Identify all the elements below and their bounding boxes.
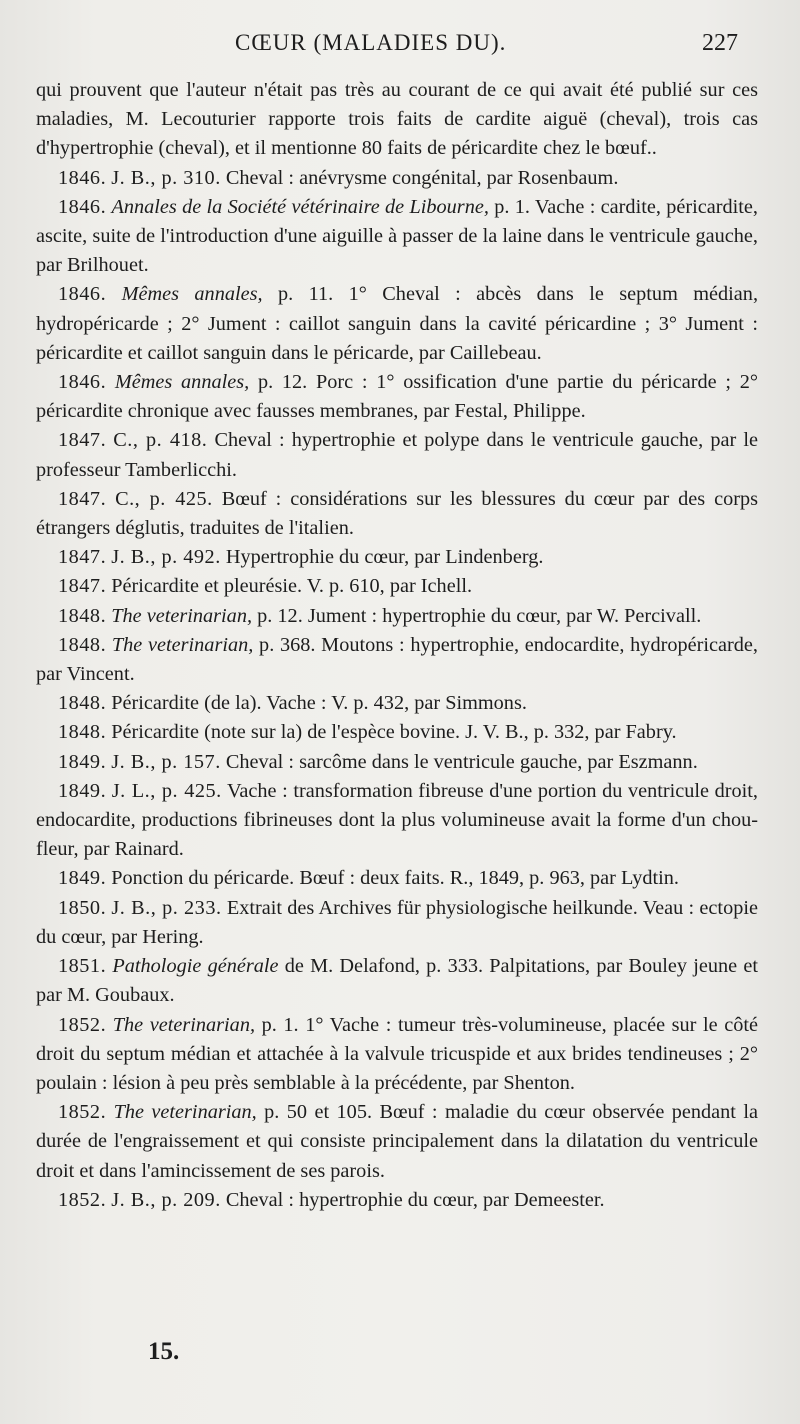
- entry-year: 1849.: [58, 750, 107, 773]
- entry-paragraph: [36, 543, 758, 572]
- entry-source-title: Mêmes annales,: [114, 371, 250, 394]
- entry-reference: J. B., p. 310.: [111, 166, 221, 189]
- entry-year: 1848.: [58, 604, 107, 627]
- entry-source-title: The veterinarian,: [111, 633, 254, 656]
- entry-reference: J. B., p. 209.: [111, 1188, 221, 1211]
- entry-year: 1847.: [58, 487, 107, 510]
- entry-paragraph: [36, 1186, 758, 1215]
- entry-year: 1846.: [58, 371, 107, 394]
- entry-year: 1847.: [58, 546, 107, 569]
- entry-text: Bœuf : considérations sur les blessures du cœur par des corps étrangers déglutis, traduites de l'italien.: [36, 487, 759, 540]
- entry-year: 1852.: [58, 1188, 107, 1211]
- printer-signature-mark: 15.: [148, 1338, 180, 1365]
- entry-paragraph: [36, 864, 758, 893]
- entry-source-title: The veterinarian,: [111, 604, 253, 627]
- entry-text: Cheval : hypertrophie du cœur, par Demeester.: [225, 1188, 605, 1211]
- entry-reference: J. B., p. 157.: [111, 750, 221, 773]
- entry-year: 1847.: [58, 429, 107, 452]
- entry-reference: C., p. 425.: [115, 487, 213, 510]
- entry-text: p. 368. Moutons : hypertrophie, endocardite, hydropéricarde, par Vincent.: [36, 633, 758, 686]
- entry-year: 1850.: [58, 896, 107, 919]
- entry-paragraph: [36, 894, 758, 952]
- entry-paragraph: [36, 1098, 758, 1186]
- entry-paragraph: [36, 777, 758, 865]
- entry-year: 1851.: [58, 955, 107, 978]
- entry-text: p. 50 et 105. Bœuf : maladie du cœur observée pendant la durée de l'engraissement et qui consiste principalement dans la dilatation du ventricule droit et dans l'amincissement de ses parois.: [36, 1101, 758, 1182]
- entry-source-title: Pathologie générale: [112, 955, 279, 978]
- entry-paragraph: [36, 164, 758, 193]
- entry-paragraph: [36, 748, 758, 777]
- entry-text: Cheval : hypertrophie et polype dans le ventricule gauche, par le professeur Tamberlicchi.: [36, 429, 758, 481]
- entry-text: de M. Delafond, p. 333. Palpitations, par Bouley jeune et par M. Goubaux.: [36, 955, 758, 1007]
- entry-text: Ponction du péricarde. Bœuf : deux faits. R., 1849, p. 963, par Lydtin.: [111, 867, 680, 890]
- entry-paragraph: [36, 1011, 758, 1099]
- entry-text: p. 12. Porc : 1° ossification d'une partie du péricarde ; 2° péricardite chronique avec fausses membranes, par Festal, Philippe.: [36, 371, 758, 423]
- entry-text: p. 1. Vache : cardite, péricardite, ascite, suite de l'introduction d'une aiguille à passer de la laine dans le ventricule gauche, par Brilhouet.: [36, 195, 758, 277]
- entry-year: 1848.: [58, 721, 107, 744]
- entry-text: p. 1. 1° Vache : tumeur très-volumineuse, placée sur le côté droit du septum médian et attachée à la valvule tricuspide et aux brides tendineuses ; 2° poulain : lésion à peu près semblable à la précédente, par Shenton.: [36, 1013, 758, 1094]
- entry-paragraph: [36, 368, 758, 426]
- entry-year: 1846.: [58, 283, 107, 306]
- entry-paragraph: [36, 602, 758, 631]
- page-header: [0, 30, 800, 66]
- entry-reference: J. L., p. 425.: [111, 779, 222, 802]
- entry-year: 1848.: [58, 633, 107, 656]
- entry-text: Péricardite (note sur la) de l'espèce bovine. J. V. B., p. 332, par Fabry.: [111, 721, 677, 744]
- entry-paragraph: [36, 76, 758, 164]
- entry-year: 1846.: [58, 195, 107, 218]
- entry-paragraph: [36, 952, 758, 1010]
- entry-paragraph: [36, 631, 758, 689]
- running-title: CŒUR (MALADIES DU).: [235, 30, 507, 55]
- entry-paragraph: [36, 426, 758, 484]
- entry-text: p. 11. 1° Cheval : abcès dans le septum médian, hydropéricarde ; 2° Jument : caillot sanguin dans la cavité péricardine ; 3° Jument : péricardite et caillot sanguin dans le péricarde, par Caillebeau.: [36, 283, 759, 364]
- page-number: 227: [702, 30, 738, 56]
- entry-text: Cheval : sarcôme dans le ventricule gauche, par Eszmann.: [225, 750, 698, 773]
- entry-text: Vache : transformation fibreuse d'une portion du ventricule droit, endocardite, productions fibrineuses dont la plus volumineuse avait la forme d'un chou-fleur, par Rainard.: [36, 779, 758, 861]
- entry-source-title: The veterinarian,: [112, 1013, 256, 1036]
- entry-paragraph: [36, 689, 758, 718]
- entry-text: Extrait des Archives für physiologische heilkunde. Veau : ectopie du cœur, par Hering.: [36, 896, 758, 948]
- entry-year: 1852.: [58, 1101, 107, 1124]
- entry-text: qui prouvent que l'auteur n'était pas très au courant de ce qui avait été publié sur ces maladies, M. Lecouturier rapporte trois faits de cardite aiguë (cheval), trois cas d'hypertrophie (cheval), et il mentionne 80 faits de péricardite chez le bœuf..: [36, 79, 758, 160]
- entry-source-title: Annales de la Société vétérinaire de Libourne,: [111, 195, 489, 218]
- bibliography-entries: [36, 76, 758, 1215]
- entry-year: 1847.: [58, 575, 107, 598]
- entry-paragraph: [36, 485, 758, 543]
- entry-paragraph: [36, 572, 758, 601]
- entry-paragraph: [36, 193, 758, 281]
- entry-year: 1852.: [58, 1013, 107, 1036]
- entry-paragraph: [36, 280, 758, 368]
- entry-text: Hypertrophie du cœur, par Lindenberg.: [225, 546, 544, 569]
- entry-text: Cheval : anévrysme congénital, par Rosenbaum.: [225, 166, 619, 189]
- entry-year: 1849.: [58, 779, 107, 802]
- entry-text: Péricardite et pleurésie. V. p. 610, par Ichell.: [111, 575, 473, 598]
- entry-text: Péricardite (de la). Vache : V. p. 432, par Simmons.: [111, 692, 527, 715]
- entry-text: p. 12. Jument : hypertrophie du cœur, par W. Percivall.: [257, 604, 702, 627]
- entry-source-title: The veterinarian,: [113, 1101, 257, 1124]
- entry-year: 1849.: [58, 867, 107, 890]
- entry-year: 1848.: [58, 692, 107, 715]
- entry-reference: J. B., p. 492.: [111, 546, 221, 569]
- entry-source-title: Mêmes annales,: [121, 283, 263, 306]
- entry-reference: C., p. 418.: [113, 429, 208, 452]
- entry-year: 1846.: [58, 166, 107, 189]
- entry-paragraph: [36, 718, 758, 747]
- entry-reference: J. B., p. 233.: [111, 896, 222, 919]
